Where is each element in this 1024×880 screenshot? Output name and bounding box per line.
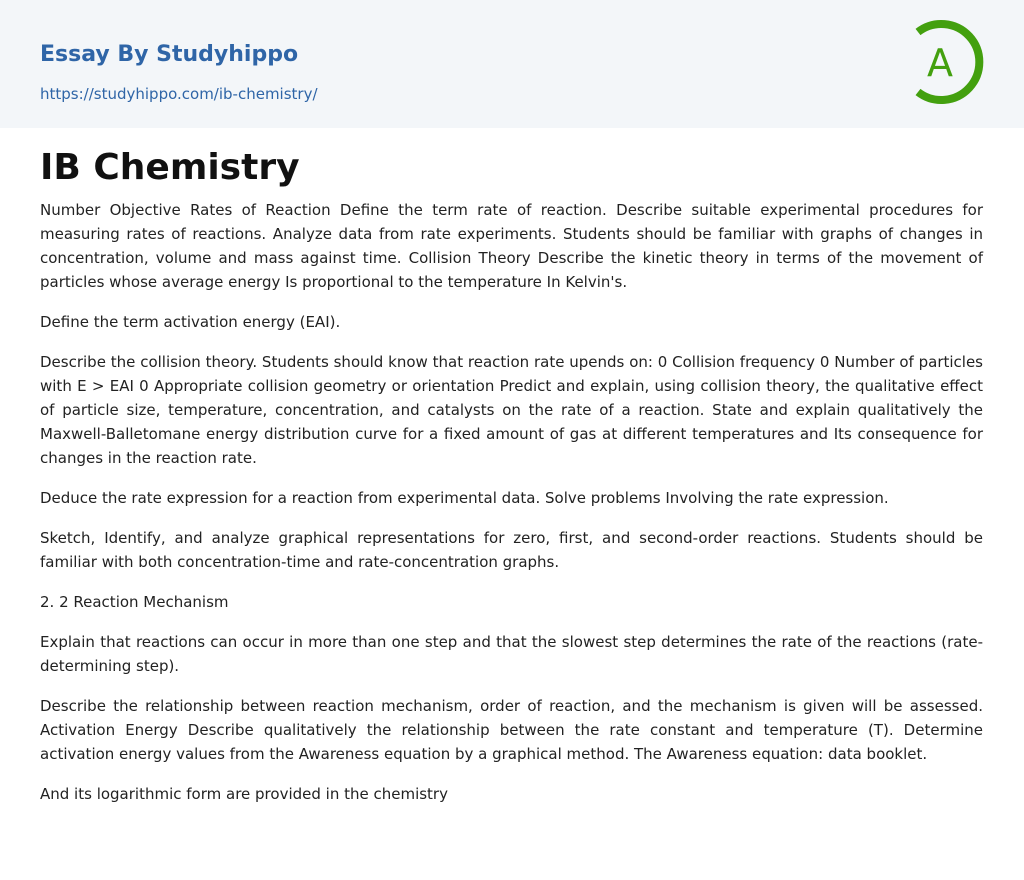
studyhippo-logo-icon [910,18,988,106]
logo-letter: A [927,41,953,85]
paragraph: Number Objective Rates of Reaction Define the term rate of reaction. Describe suitable experimental procedures for measuring rates of reactions. Analyze data from rate experiments. Students should be familiar with graphs of changes in concentration, volume and mass against time. Collision Theory Describe the kinetic theory in terms of the movement of particles whose average energy Is proportional to the temperature In Kelvin's. [40,201,983,291]
source-url-link[interactable]: https://studyhippo.com/ib-chemistry/ [40,85,318,103]
site-header [0,0,1024,128]
paragraph: Sketch, Identify, and analyze graphical representations for zero, first, and second-order reactions. Students should be familiar with both concentration-time and rate-concentration graphs. [40,529,983,571]
essay-content [0,146,1024,806]
brand-title: Essay By Studyhippo [40,42,299,67]
paragraph: Deduce the rate expression for a reaction from experimental data. Solve problems Involving the rate expression. [40,489,889,507]
paragraph: 2. 2 Reaction Mechanism [40,593,229,611]
paragraph: Define the term activation energy (EAI). [40,313,341,331]
page-title: IB Chemistry [40,147,300,188]
paragraph: And its logarithmic form are provided in the chemistry [40,785,448,803]
paragraph: Describe the collision theory. Students should know that reaction rate upends on: 0 Collision frequency 0 Number of particles with E > EAI 0 Appropriate collision geometry or orientation Predict and explain, using collision theory, the qualitative effect of particle size, temperature, concentration, and catalysts on the rate of a reaction. State and explain qualitatively the Maxwell-Balletomane energy distribution curve for a fixed amount of gas at different temperatures and Its consequence for changes in the reaction rate. [40,353,983,467]
paragraph: Describe the relationship between reaction mechanism, order of reaction, and the mechanism is given will be assessed. Activation Energy Describe qualitatively the relationship between the rate constant and temperature (T). Determine activation energy values from the Awareness equation by a graphical method. The Awareness equation: data booklet. [40,697,983,763]
paragraph: Explain that reactions can occur in more than one step and that the slowest step determines the rate of the reactions (rate-determining step). [40,633,983,675]
